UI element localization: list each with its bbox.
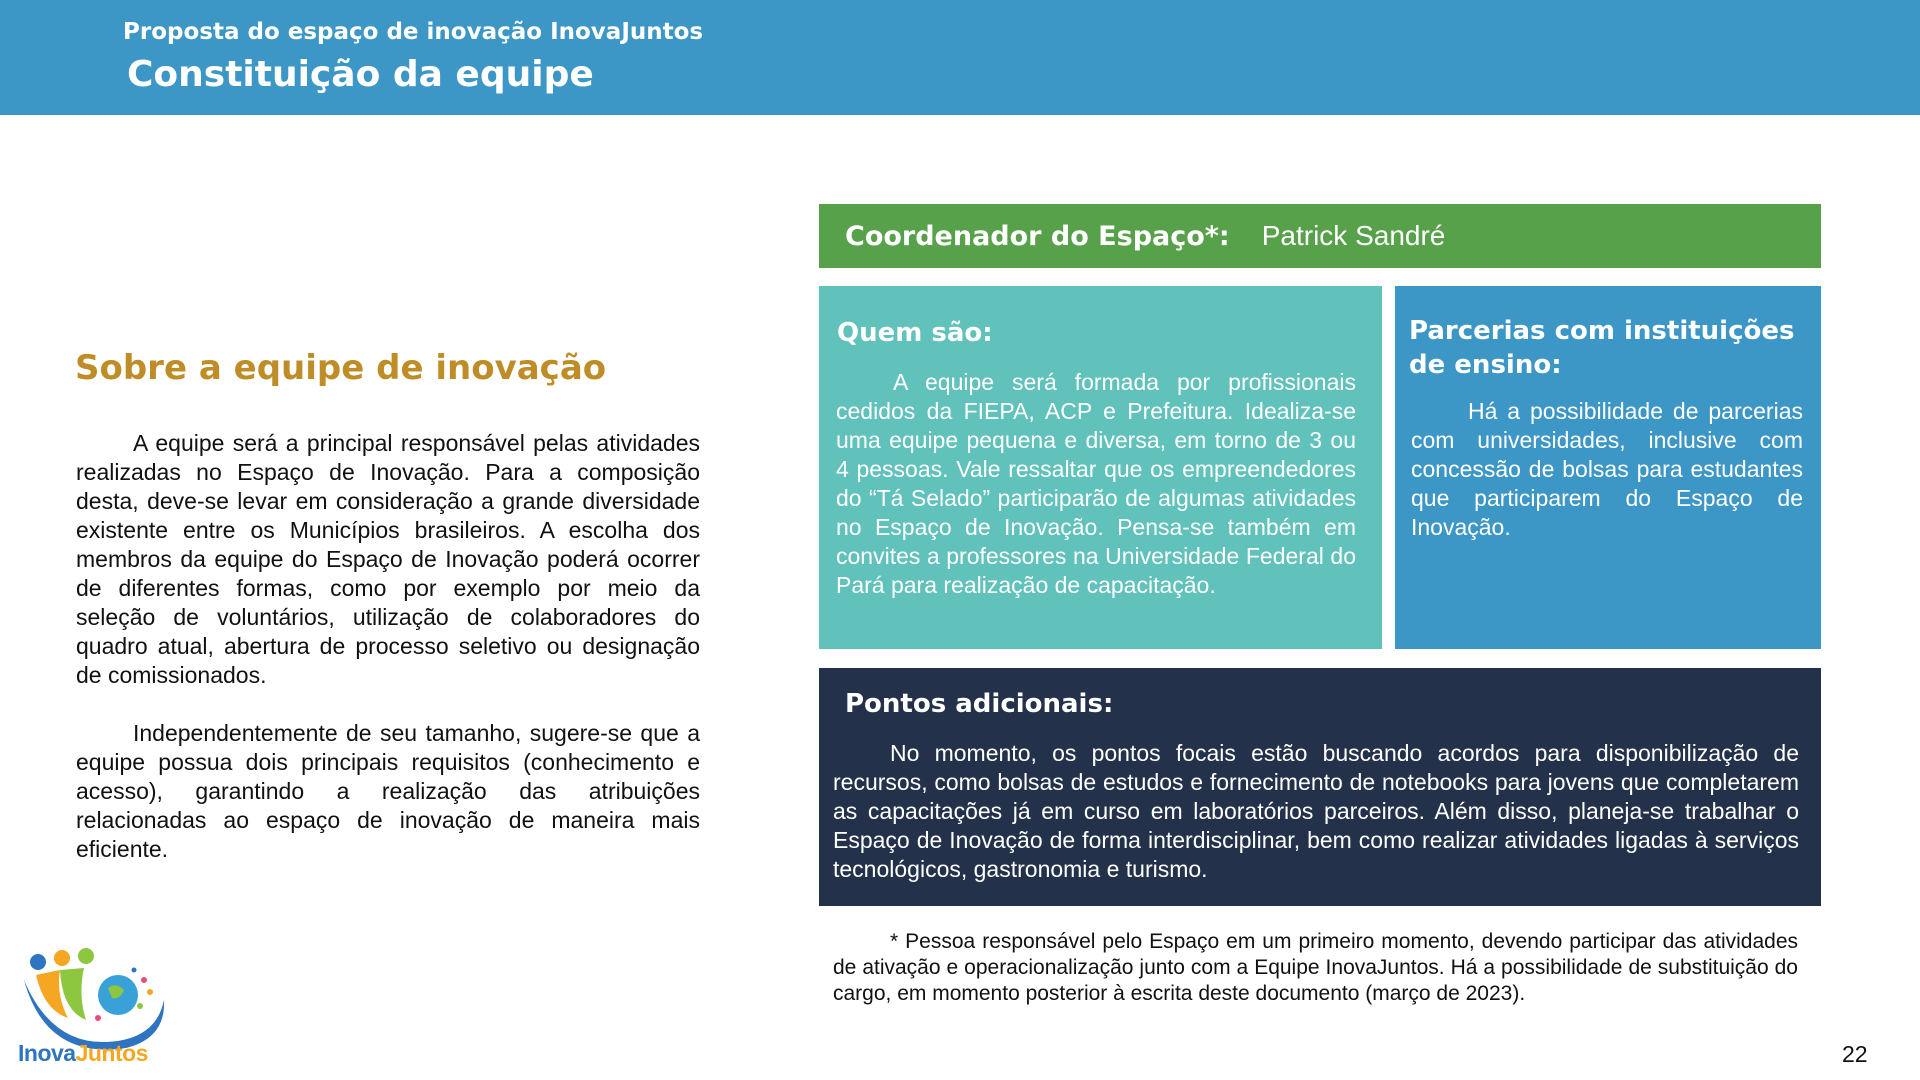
quem-sao-title: Quem são: [837,318,993,348]
coordinator-bar [819,204,1821,268]
page-title: Constituição da equipe [127,54,594,95]
parcerias-title: Parcerias com instituições de ensino: [1409,316,1795,380]
quem-sao-box [819,286,1382,649]
header-bar [0,0,1920,115]
logo-wordmark [18,1040,148,1067]
pontos-text: No momento, os pontos focais estão buscando acordos para disponibilização de recursos, como bolsas de estudos e fornecimento de notebooks para jovens que completarem as capacitações já em curso em laboratórios parceiros. Além disso, planeja-se trabalhar o Espaço de Inovação de forma interdisciplinar, bem como realizar atividades ligadas à serviços tecnológicos, gastronomia e turismo. [833,740,1799,882]
left-paragraph-1: A equipe será a principal responsável pelas atividades realizadas no Espaço de Inovação. Para a composição desta, deve-se levar em consideração a grande diversidade existente entre os Municípios brasileiros. A escolha dos membros da equipe do Espaço de Inovação poderá ocorrer de diferentes formas, como por exemplo por meio da seleção de voluntários, utilização de colaboradores do quadro atual, abertura de processo seletivo ou designação de comissionados. [76,430,700,688]
parcerias-box [1395,286,1821,649]
left-body-text [76,429,700,893]
pontos-adicionais-box [819,668,1821,906]
coordinator-name: Patrick Sandré [1261,220,1446,251]
quem-sao-text: A equipe será formada por profissionais cedidos da FIEPA, ACP e Prefeitura. Idealiza-se uma equipe pequena e diversa, em torno de 3 ou 4 pessoas. Vale ressaltar que os empreendedores do “Tá Selado” participarão de algumas atividades no Espaço de Inovação. Pensa-se também em convites a professores na Universidade Federal do Pará para realização de capacitação. [836,369,1356,598]
coordinator-label: Coordenador do Espaço*: [845,220,1230,252]
section-heading: Sobre a equipe de inovação [75,348,607,388]
logo-wordmark-part1: Inova [18,1040,76,1066]
logo-wordmark-part2: Juntos [75,1040,148,1066]
pontos-title: Pontos adicionais: [845,689,1114,719]
footnote: * Pessoa responsável pelo Espaço em um primeiro momento, devendo participar das atividades de ativação e operacionalização junto com a Equipe InovaJuntos. Há a possibilidade de substituição do cargo, em momento posterior à escrita deste documento (março de 2023). [833,930,1798,1005]
header-kicker: Proposta do espaço de inovação InovaJuntos [123,19,704,45]
page-number: 22 [1842,1041,1868,1067]
left-paragraph-2: Independentemente de seu tamanho, sugere-se que a equipe possua dois principais requisitos (conhecimento e acesso), garantindo a realização das atribuições relacionadas ao espaço de inovação de maneira mais eficiente. [76,720,700,862]
parcerias-text: Há a possibilidade de parcerias com universidades, inclusive com concessão de bolsas para estudantes que participarem do Espaço de Inovação. [1411,398,1803,540]
